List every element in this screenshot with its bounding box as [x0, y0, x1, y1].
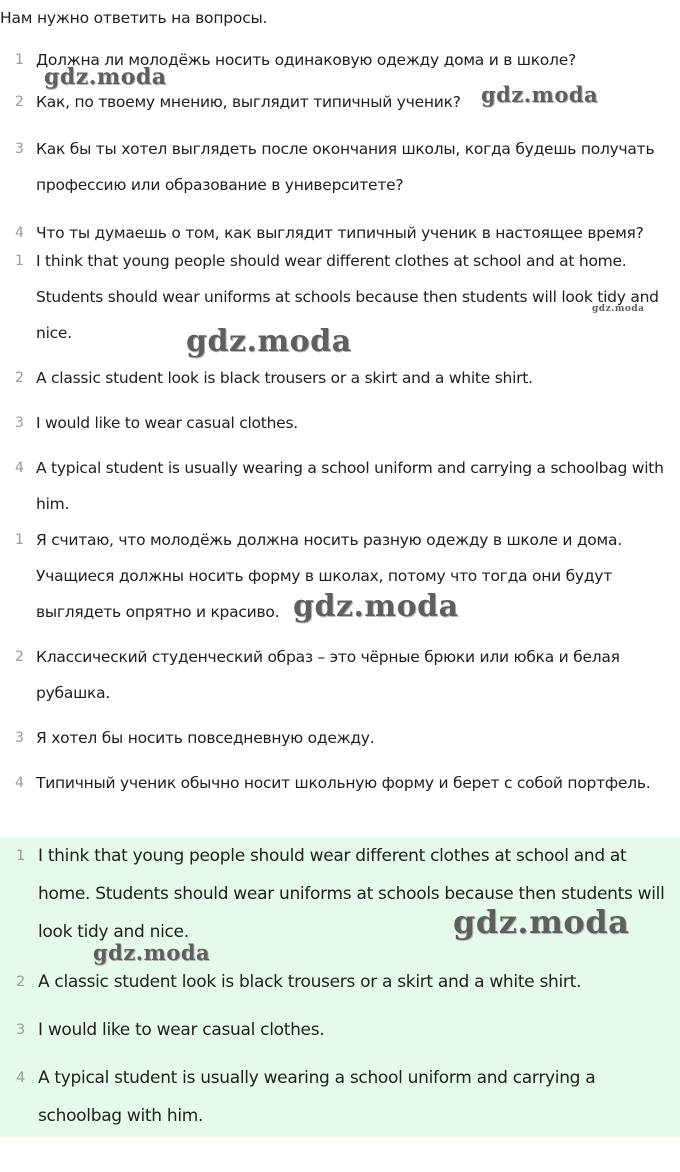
item-text: I think that young people should wear different clothes at school and at home. Students should wear uniforms at schools because then students will look tidy and nice.: [38, 846, 665, 942]
item-number: 2: [15, 370, 24, 386]
answers-russian-list: [0, 522, 680, 837]
watermark: gdz.moda: [186, 324, 352, 359]
list-item: [0, 963, 680, 1011]
item-number: 1: [15, 532, 24, 548]
item-number: 3: [16, 1022, 26, 1038]
watermark: gdz.moda: [93, 940, 211, 965]
list-item: [0, 405, 680, 450]
item-text: Должна ли молодёжь носить одинаковую одежду дома и в школе?: [36, 51, 576, 69]
answers-english-list: [0, 243, 680, 522]
item-number: 4: [15, 460, 24, 476]
watermark: gdz.moda: [592, 304, 645, 314]
list-item: [0, 360, 680, 405]
item-text: Классический студенческий образ – это чёрные брюки или юбка и белая рубашка.: [36, 648, 620, 702]
item-number: 4: [15, 225, 24, 241]
list-item: [0, 131, 680, 215]
item-text: Что ты думаешь о том, как выглядит типичный ученик в настоящее время?: [36, 224, 644, 242]
item-text: Как бы ты хотел выглядеть после окончания школы, когда будешь получать профессию или образование в университете?: [36, 140, 655, 194]
item-number: 1: [15, 52, 24, 68]
item-text: Типичный ученик обычно носит школьную форму и берет с собой портфель.: [36, 774, 651, 792]
item-number: 3: [15, 415, 24, 431]
item-number: 2: [15, 649, 24, 665]
list-item: [0, 639, 680, 720]
list-item: [0, 1059, 680, 1135]
watermark: gdz.moda: [453, 903, 630, 941]
watermark: gdz.moda: [44, 64, 167, 90]
list-item: [0, 450, 680, 522]
list-item: [0, 1011, 680, 1059]
item-number: 2: [16, 974, 26, 990]
watermark: gdz.moda: [293, 589, 459, 624]
item-number: 3: [15, 141, 24, 157]
intro-text: Нам нужно ответить на вопросы.: [0, 9, 268, 27]
list-item: [0, 720, 680, 765]
item-text: I think that young people should wear different clothes at school and at home. Students should wear uniforms at schools because then students will look tidy and nice.: [36, 252, 659, 342]
item-text: A typical student is usually wearing a school uniform and carrying a schoolbag with him.: [36, 459, 664, 513]
item-number: 1: [16, 848, 26, 864]
item-text: A classic student look is black trousers or a skirt and a white shirt.: [36, 369, 533, 387]
list-item: [0, 765, 680, 837]
item-number: 2: [15, 94, 24, 110]
item-text: A typical student is usually wearing a school uniform and carrying a schoolbag with him.: [38, 1068, 596, 1126]
watermark: gdz.moda: [481, 82, 599, 107]
item-text: Как, по твоему мнению, выглядит типичный ученик?: [36, 93, 461, 111]
item-number: 4: [16, 1070, 26, 1086]
item-text: Я считаю, что молодёжь должна носить разную одежду в школе и дома. Учащиеся должны носить форму в школах, потому что тогда они будут выглядеть опрятно и красиво.: [36, 531, 622, 621]
item-number: 3: [15, 730, 24, 746]
item-text: I would like to wear casual clothes.: [36, 414, 298, 432]
item-text: A classic student look is black trousers or a skirt and a white shirt.: [38, 972, 582, 992]
item-number: 1: [15, 253, 24, 269]
item-text: Я хотел бы носить повседневную одежду.: [36, 729, 375, 747]
item-text: I would like to wear casual clothes.: [38, 1020, 325, 1040]
answers-highlighted-list: [0, 837, 680, 1135]
item-number: 4: [15, 775, 24, 791]
